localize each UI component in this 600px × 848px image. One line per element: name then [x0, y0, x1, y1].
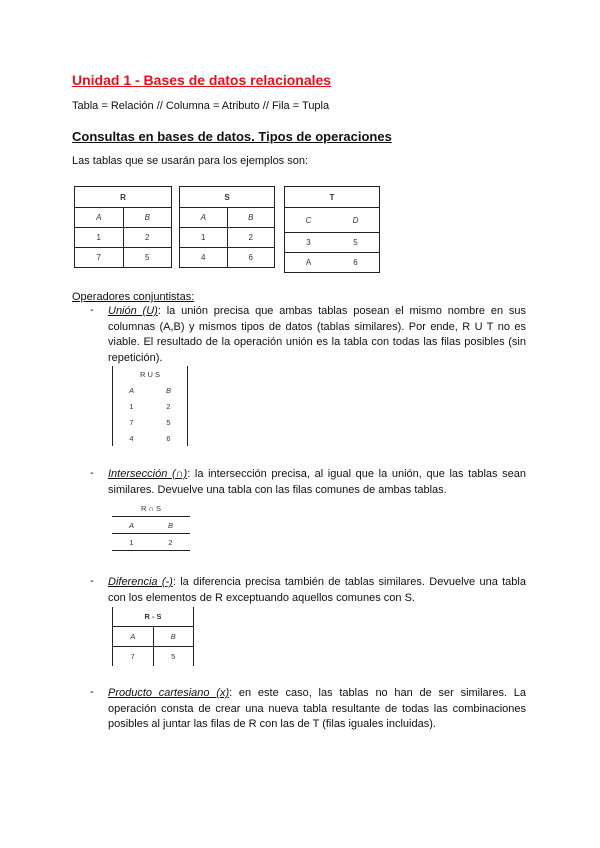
- table-cell: A: [128, 385, 134, 395]
- bullet-difference: -: [90, 575, 94, 587]
- intro-text: Las tablas que se usarán para los ejemplos son:: [72, 155, 309, 167]
- table-cell: 1: [129, 537, 134, 547]
- product-term: Producto cartesiano (x): [108, 687, 230, 699]
- table-cell: 6: [353, 258, 358, 267]
- table-r-col-b: B: [123, 208, 172, 228]
- table-s-name: S: [180, 187, 275, 208]
- table-r: [74, 186, 172, 268]
- operators-heading: Operadores conjuntistas:: [72, 291, 195, 303]
- union-result-table: [112, 366, 188, 446]
- table-cell: 1: [75, 228, 124, 248]
- table-s-col-b: B: [227, 208, 275, 228]
- difference-text: : la diferencia precisa también de tablas similares. Devuelve una tabla con los elementos de R exceptuando aquellos comunes con S.: [108, 576, 526, 604]
- table-t-name: T: [285, 187, 380, 208]
- table-cell: 5: [166, 417, 171, 427]
- table-cell: 2: [166, 401, 171, 411]
- union-text: : la unión precisa que ambas tablas posean el mismo nombre en sus columnas (A,B) y mismos tipos de datos (tablas similares). Por ende, R U T no es viable. El resultado de la operación unión es la tabla con todas las filas posibles (sin repetición).: [108, 305, 526, 364]
- table-cell: 5: [171, 652, 176, 661]
- table-cell: B: [165, 385, 171, 395]
- table-cell: B: [167, 520, 173, 530]
- intersection-result-name: R ∩ S: [141, 503, 161, 513]
- table-cell: 5: [145, 253, 150, 262]
- difference-result-table: [112, 607, 194, 666]
- intersection-text: : la intersección precisa, al igual que la unión, que las tablas sean similares. Devuelve una tabla con las filas comunes de ambas tablas.: [108, 468, 526, 496]
- page-title: Unidad 1 - Bases de datos relacionales: [72, 72, 332, 88]
- table-cell: 2: [227, 228, 275, 248]
- intersection-result-table: [112, 500, 190, 551]
- bullet-intersection: -: [90, 467, 94, 479]
- bullet-union: -: [90, 304, 94, 316]
- table-cell: B: [170, 632, 176, 641]
- product-paragraph: [108, 686, 526, 733]
- table-s: [179, 186, 275, 268]
- table-cell: 6: [248, 253, 253, 262]
- intersection-term: Intersección (∩): [108, 468, 188, 480]
- table-cell: 7: [113, 647, 154, 666]
- difference-result-name: R - S: [144, 612, 162, 621]
- table-t-col-c: C: [285, 208, 333, 233]
- table-cell: 7: [129, 417, 134, 427]
- union-paragraph: [108, 304, 526, 366]
- table-cell: 3: [285, 233, 333, 253]
- difference-paragraph: [108, 575, 526, 606]
- table-r-col-a: A: [75, 208, 124, 228]
- table-cell: 1: [180, 228, 228, 248]
- table-cell: 4: [129, 433, 134, 443]
- intersection-paragraph: [108, 467, 526, 498]
- table-cell: 7: [75, 248, 124, 268]
- table-s-col-a: A: [180, 208, 228, 228]
- table-cell: A: [128, 520, 134, 530]
- definitions-line: Tabla = Relación // Columna = Atributo // Fila = Tupla: [72, 100, 330, 112]
- table-t: [284, 186, 380, 273]
- table-cell: 1: [129, 401, 134, 411]
- table-t-col-d: D: [332, 208, 380, 233]
- table-cell: 5: [332, 233, 380, 253]
- table-cell: A: [305, 258, 312, 267]
- union-result-name: R U S: [139, 369, 160, 379]
- section-heading: Consultas en bases de datos. Tipos de operaciones: [72, 129, 392, 144]
- table-cell: 2: [168, 537, 173, 547]
- union-term: Unión (U): [108, 305, 158, 317]
- difference-term: Diferencia (-): [108, 576, 173, 588]
- table-cell: A: [113, 627, 154, 646]
- bullet-product: -: [90, 686, 94, 698]
- product-text: : en este caso, las tablas no han de ser similares. La operación consta de crear una nueva tabla resultante de todas las combinaciones posibles al juntar las filas de R con las de T (filas iguales incluidas).: [108, 687, 527, 730]
- table-cell: 2: [123, 228, 172, 248]
- table-cell: 6: [166, 433, 171, 443]
- table-r-name: R: [75, 187, 172, 208]
- table-cell: 4: [180, 248, 228, 268]
